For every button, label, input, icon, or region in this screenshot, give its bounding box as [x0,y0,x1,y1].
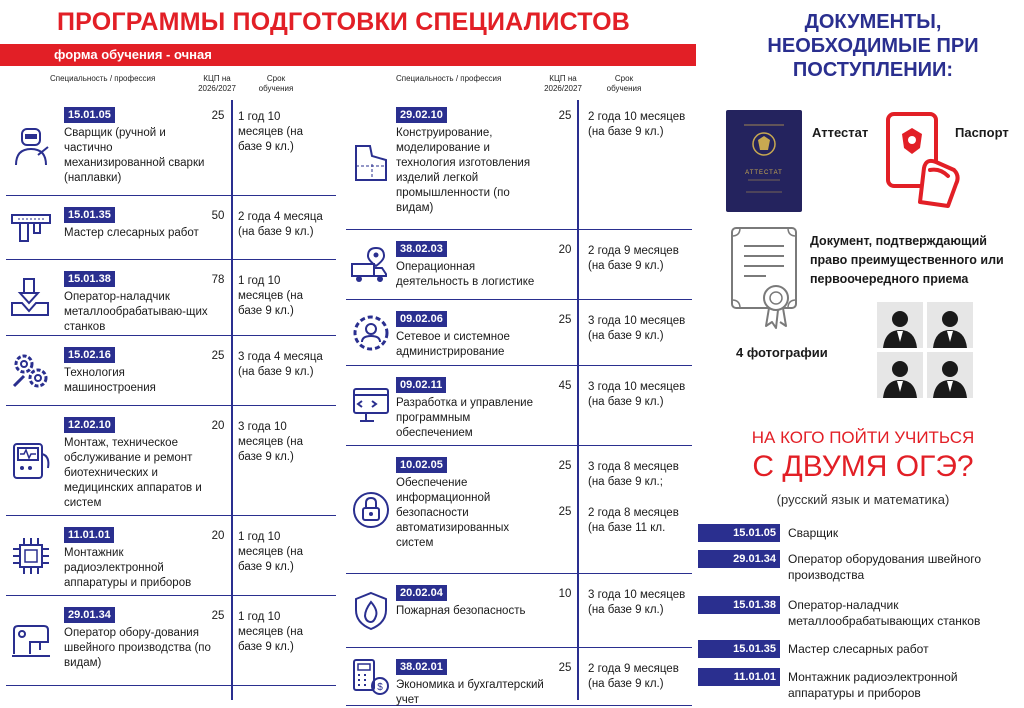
program-duration: 1 год 10 месяцев (на базе 9 кл.) [238,611,304,653]
network-admin-icon [350,312,392,354]
program-name: Сетевое и системное администрирование [396,331,510,358]
program-name: Разработка и управление программным обеспечением [396,397,534,439]
program-duration: 1 год 10 месяцев (на базе 9 кл.) [238,531,304,573]
program-kcp: 78 [211,274,225,286]
program-code: 15.01.05 [64,107,115,123]
oge-item-code: 29.01.34 [698,550,780,568]
program-duration: 2 года 4 месяца (на базе 9 кл.) [238,211,323,238]
program-duration: 3 года 8 месяцев (на базе 9 кл.; [588,461,679,488]
program-row [346,96,692,230]
documents-title: ДОКУМЕНТЫ, НЕОБХОДИМЫЕ ПРИ ПОСТУПЛЕНИИ: [767,11,979,81]
program-duration: 3 года 4 месяца (на базе 9 кл.) [238,351,323,378]
program-name: Операционная деятельность в логистике [396,261,535,288]
program-code: 11.01.01 [64,527,114,543]
program-code: 29.02.10 [396,107,447,123]
program-kcp: 10 [558,588,572,600]
program-code: 29.01.34 [64,607,115,623]
program-duration: 3 года 10 месяцев (на базе 9 кл.) [238,421,304,463]
program-name: Оператор обору-дования швейного производства (по видам) [64,627,211,669]
col-kcp-header: КЦП на 2026/2027 [198,74,236,93]
attestat-image [726,110,802,212]
program-row [6,260,336,336]
study-form-bar [0,44,696,66]
program-kcp: 25 [558,506,572,518]
oge-item-name: Мастер слесарных работ [788,642,929,656]
program-row [346,300,692,366]
photos-label: 4 фотографии [736,345,828,360]
program-name: Мастер слесарных работ [64,227,199,239]
program-kcp: 25 [558,460,572,472]
attestat-cover-text: АТТЕСТАТ [745,170,783,176]
program-name: Конструирование, моделирование и технология изготовления изделий легкой промышленности (по видам) [396,127,531,214]
security-lock-icon [350,489,392,531]
program-duration: 2 года 10 месяцев (на базе 9 кл.) [588,111,686,138]
chip-icon [10,535,52,577]
program-name: Технология машиностроения [64,367,156,394]
program-duration: 3 года 10 месяцев (на базе 9 кл.) [588,381,686,408]
attestat-label: Аттестат [812,125,869,140]
logistics-truck-icon [350,244,392,286]
program-name: Оператор-наладчик металлообрабатываю-щих станков [64,291,208,333]
oge-item-code: 15.01.05 [698,524,780,542]
program-code: 15.01.38 [64,271,115,287]
gears-icon [10,350,52,392]
col-specialty-header: Специальность / профессия [396,74,502,83]
oge-item-code: 11.01.01 [698,668,780,686]
oge-subjects: (русский язык и математика) [776,492,950,507]
oge-item-code: 15.01.38 [698,596,780,614]
program-row [346,574,692,648]
program-name: Сварщик (ручной и частично механизированной сварки (наплавки) [64,127,205,184]
program-code: 20.02.04 [396,585,447,601]
caliper-icon [10,207,52,249]
program-kcp: 20 [211,420,225,432]
oge-item-name: Сварщик [788,526,839,540]
program-row [346,366,692,446]
program-kcp: 20 [558,244,572,256]
program-row [6,336,336,406]
program-row [6,516,336,596]
privilege-doc-label: Документ, подтверждающий право преимущественного или первоочередного приема [810,234,1004,286]
pattern-icon [350,142,392,184]
program-code: 12.02.10 [64,417,115,433]
fire-shield-icon [350,590,392,632]
program-name: Пожарная безопасность [396,605,526,617]
program-code: 09.02.06 [396,311,447,327]
program-kcp: 25 [211,110,225,122]
program-duration: 2 года 8 месяцев (на базе 11 кл. [588,507,679,534]
oge-question-line1: НА КОГО ПОЙТИ УЧИТЬСЯ [751,428,975,447]
program-name: Монтаж, техническое обслуживание и ремонт биотехнических и медицинских аппаратов и систем [64,437,202,509]
oge-item-code: 15.01.35 [698,640,780,658]
program-code: 38.02.03 [396,241,447,257]
program-kcp: 45 [558,380,572,392]
left-column [6,96,336,686]
page-title: ПРОГРАММЫ ПОДГОТОВКИ СПЕЦИАЛИСТОВ [57,8,631,36]
program-kcp: 25 [211,610,225,622]
study-form-label: форма обучения - очная [54,47,212,62]
medical-device-icon [10,440,52,482]
program-row [6,96,336,196]
program-row [346,446,692,574]
program-code: 15.01.35 [64,207,115,223]
program-kcp: 25 [211,350,225,362]
program-row [346,648,692,706]
program-kcp: 25 [558,110,572,122]
program-code: 15.02.16 [64,347,115,363]
program-kcp: 25 [558,314,572,326]
passport-label: Паспорт [955,125,1009,140]
program-code: 09.02.11 [396,377,446,393]
program-code: 10.02.05 [396,457,447,473]
program-duration: 3 года 10 месяцев (на базе 9 кл.) [588,315,686,342]
program-row [6,196,336,260]
photos-image [877,302,973,398]
program-duration: 2 года 9 месяцев (на базе 9 кл.) [588,663,679,690]
program-duration: 1 год 10 месяцев (на базе 9 кл.) [238,275,304,317]
press-icon [10,277,52,319]
program-kcp: 50 [211,210,225,222]
mid-column [346,96,692,706]
program-row [6,596,336,686]
program-duration: 3 года 10 месяцев (на базе 9 кл.) [588,589,686,616]
oge-question-line2: С ДВУМЯ ОГЭ? [752,450,974,483]
oge-item-name: Оператор оборудования швейного производства [788,552,982,582]
program-code: 38.02.01 [396,659,447,675]
program-duration: 2 года 9 месяцев (на базе 9 кл.) [588,245,679,272]
program-kcp: 20 [211,530,225,542]
oge-item-name: Оператор-наладчик металлообрабатывающих станков [788,598,981,628]
col-specialty-header: Специальность / профессия [50,74,156,83]
program-duration: 1 год 10 месяцев (на базе 9 кл.) [238,111,304,153]
program-row [346,230,692,300]
program-name: Монтажник радиоэлектронной аппаратуры и приборов [64,547,192,589]
oge-item-name: Монтажник радиоэлектронной аппаратуры и приборов [788,670,958,700]
certificate-icon [726,226,802,330]
program-kcp: 25 [558,662,572,674]
passport-icon [884,110,960,210]
program-name: Экономика и бухгалтерский учет [396,679,544,706]
svg-text:$: $ [377,682,383,693]
col-kcp-header: КЦП на 2026/2027 [544,74,582,93]
sewing-machine-icon [10,620,52,662]
software-dev-icon [350,385,392,427]
program-name: Обеспечение информационной безопасности автоматизированных систем [396,477,510,549]
col-srok-header: Срок обучения [606,74,642,93]
col-srok-header: Срок обучения [258,74,294,93]
welder-icon [10,125,52,167]
accounting-icon [350,656,392,698]
program-row [6,406,336,516]
